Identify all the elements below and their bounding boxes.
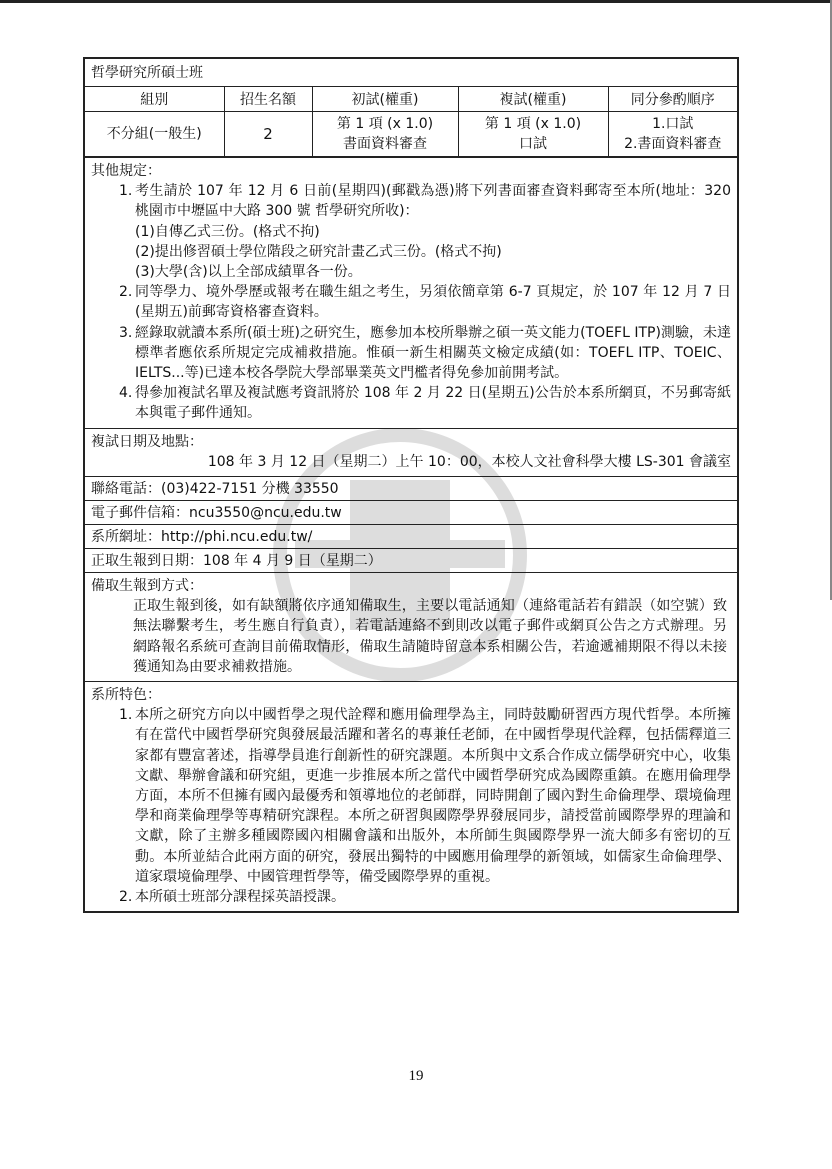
list-item — [91, 282, 731, 322]
item-text: 同等學力、境外學歷或報考在職生組之考生，另須依簡章第 6-7 頁規定，於 107 年 12 月 7 日(星期五)前郵寄資格審查資料。 — [135, 284, 731, 321]
header-second: 複試(權重) — [458, 87, 608, 112]
report-date-line: 正取生報到日期：108 年 4 月 9 日（星期二） — [85, 549, 737, 573]
header-order: 同分參酌順序 — [608, 87, 737, 112]
waitlist-text: 正取生報到後，如有缺額將依序通知備取生，主要以電話通知（連絡電話若有錯誤（如空號）致無法聯繫考生，考生應自行負責），若電話連絡不到則改以電子郵件或網頁公告之方式辦理。另網路報名系統可查詢目前備取情形，備取生請隨時留意本系相關公告，若逾遞補期限不得以未接獲通知為由要求補救措施。 — [133, 598, 727, 675]
features-list — [91, 705, 731, 907]
list-item — [91, 181, 731, 282]
retest-label: 複試日期及地點： — [91, 433, 203, 450]
phone-line: 聯絡電話：(03)422-7151 分機 33550 — [85, 477, 737, 501]
cell-order-line2: 2.書面資料審查 — [624, 136, 722, 152]
cell-quota: 2 — [224, 112, 312, 157]
item-text: 考生請於 107 年 12 月 6 日前(星期四)(郵戳為憑)將下列書面審查資料郵寄至本所(地址：320 桃園市中壢區中大路 300 號 哲學研究所收)： — [135, 183, 731, 220]
list-item — [91, 323, 731, 384]
cell-group: 不分組(一般生) — [85, 112, 224, 157]
features-section — [85, 682, 737, 911]
other-rules-list — [91, 181, 731, 423]
item-number: 2. — [119, 889, 133, 906]
cell-initial — [312, 112, 458, 157]
admission-info-frame — [83, 57, 739, 913]
website-line: 系所網址：http://phi.ncu.edu.tw/ — [85, 525, 737, 549]
retest-detail: 108 年 3 月 12 日（星期二）上午 10：00，本校人文社會科學大樓 LS-301 會議室 — [207, 453, 731, 470]
cell-second — [458, 112, 608, 157]
item-text: 經錄取就讀本系所(碩士班)之研究生，應參加本校所舉辦之碩一英文能力(TOEFL ITP)測驗，未達標準者應依系所規定完成補救措施。惟碩一新生相關英文檢定成績(如：TOEFL ITP、TOEIC、IELTS...等)已達本校各學院大學部畢業英文門檻者得免參加前開考試。 — [135, 324, 731, 382]
cell-second-line1: 第 1 項 (x 1.0) — [484, 116, 582, 132]
header-group: 組別 — [85, 87, 224, 112]
cell-second-line2: 口試 — [519, 136, 547, 152]
waitlist-label: 備取生報到方式： — [91, 578, 203, 595]
waitlist-section — [85, 573, 737, 682]
cell-order-line1: 1.口試 — [652, 116, 694, 132]
list-item — [91, 383, 731, 423]
item-text: 本所之研究方向以中國哲學之現代詮釋和應用倫理學為主，同時鼓勵研習西方現代哲學。本所擁有在當代中國哲學研究與發展最活躍和著名的專兼任老師，在中國哲學現代詮釋，包括儒釋道三家都有豐富著述，指導學員進行創新性的研究課題。本所與中文系合作成立儒學研究中心，收集文獻、舉辦會議和研究組，更進一步推展本所之當代中國哲學研究成為國際重鎮。在應用倫理學方面，本所不但擁有國內最優秀和領導地位的老師群，同時開創了國內對生命倫理學、環境倫理學和商業倫理學等專精研究課程。本所之研習與國際學界發展同步，請授當前國際學界的理論和文獻，除了主辦多種國際國內相關會議和出版外，本所師生與國際學界一流大師多有密切的互動。本所並結合此兩方面的研究，發展出獨特的中國應用倫理學的新領域，如儒家生命倫理學、道家環境倫理學、中國管理哲學等，備受國際學界的重視。 — [135, 707, 731, 885]
item-text: 得參加複試名單及複試應考資訊將於 108 年 2 月 22 日(星期五)公告於本系所網頁，不另郵寄紙本與電子郵件通知。 — [135, 385, 731, 422]
item-number: 1. — [119, 707, 133, 724]
quota-table — [85, 87, 737, 157]
quota-table-row — [85, 87, 737, 158]
sub-item: (3)大學(含)以上全部成績單各一份。 — [135, 264, 362, 281]
item-number: 1. — [119, 183, 133, 200]
cell-order — [608, 112, 737, 157]
cell-initial-line2: 書面資料審查 — [343, 136, 427, 152]
item-text: 本所碩士班部分課程採英語授課。 — [135, 889, 345, 906]
other-rules-label: 其他規定： — [91, 163, 161, 179]
header-initial: 初試(權重) — [312, 87, 458, 112]
other-rules-section — [85, 158, 737, 429]
page-top-edge — [0, 0, 832, 3]
list-item — [91, 705, 731, 887]
retest-section — [85, 429, 737, 477]
email-line: 電子郵件信箱：ncu3550@ncu.edu.tw — [85, 501, 737, 525]
item-number: 3. — [119, 324, 133, 341]
item-number: 4. — [119, 385, 133, 402]
sub-item: (2)提出修習碩士學位階段之研究計畫乙式三份。(格式不拘) — [135, 243, 502, 260]
list-item — [91, 887, 731, 907]
dept-title: 哲學研究所碩士班 — [85, 59, 737, 87]
header-quota: 招生名額 — [224, 87, 312, 112]
item-number: 2. — [119, 284, 133, 301]
page-number: 19 — [408, 1068, 424, 1084]
sub-item: (1)自傳乙式三份。(格式不拘) — [135, 223, 320, 240]
features-label: 系所特色： — [91, 687, 161, 704]
cell-initial-line1: 第 1 項 (x 1.0) — [336, 116, 434, 132]
